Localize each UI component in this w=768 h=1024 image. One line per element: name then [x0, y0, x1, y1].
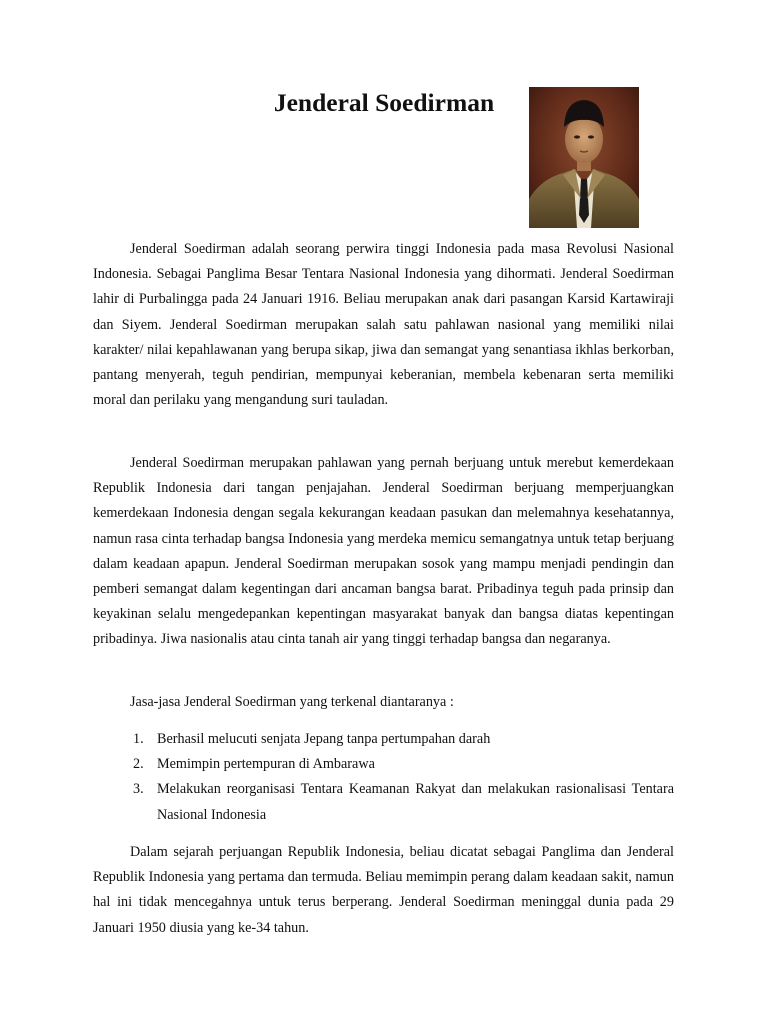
list-item-number: 3.: [133, 781, 144, 798]
achievements-list: [93, 727, 674, 828]
paragraph-2: [93, 451, 674, 653]
paragraph-text: Jenderal Soedirman merupakan pahlawan yang pernah berjuang untuk merebut kemerdekaan Republik Indonesia dari tangan penjajahan. Jenderal Soedirman berjuang memperjuangkan kemerdekaan Indonesia dengan segala kekurangan keadaan pasukan dan melemahnya kesehatannya, namun rasa cinta terhadap bangsa Indonesia yang merdeka memicu semangatnya untuk tetap berjuang dalam keadaan apapun. Jenderal Soedirman merupakan sosok yang mampu menjadi pendingin dan pemberi semangat dalam kegentingan dari ancaman bangsa barat. Pribadinya teguh pada prinsip dan keyakinan selalu mengedepankan kepentingan masyarakat banyak dan bangsa diatas kepentingan pribadinya. Jiwa nasionalis atau cinta tanah air yang tinggi terhadap bangsa dan negaranya.: [93, 455, 674, 648]
paragraph-text: Jenderal Soedirman adalah seorang perwira tinggi Indonesia pada masa Revolusi Nasional Indonesia. Sebagai Panglima Besar Tentara Nasional Indonesia yang dihormati. Jenderal Soedirman lahir di Purbalingga pada 24 Januari 1916. Beliau merupakan anak dari pasangan Karsid Kartawiraji dan Siyem. Jenderal Soedirman merupakan salah satu pahlawan nasional yang memiliki nilai karakter/ nilai kepahlawanan yang berupa sikap, jiwa dan semangat yang senantiasa ikhlas berkorban, pantang menyerah, teguh pendirian, mempunyai keberanian, membela kebenaran serta memiliki moral dan perilaku yang mengandung suri tauladan.: [93, 241, 674, 409]
list-item-text: Memimpin pertempuran di Ambarawa: [157, 756, 375, 773]
document-title: Jenderal Soedirman: [273, 88, 495, 117]
list-item: [93, 777, 674, 827]
paragraph-text: Jasa-jasa Jenderal Soedirman yang terkenal diantaranya :: [130, 694, 454, 710]
list-item-text: Berhasil melucuti senjata Jepang tanpa pertumpahan darah: [157, 731, 491, 747]
list-item-number: 1.: [133, 731, 144, 747]
paragraph-3: [93, 690, 674, 715]
paragraph-text: Dalam sejarah perjuangan Republik Indonesia, beliau dicatat sebagai Panglima dan Jenderal Republik Indonesia yang pertama dan termuda. Beliau memimpin perang dalam keadaan sakit, namun hal ini tidak mencegahnya untuk terus berperang. Jenderal Soedirman meninggal dunia pada 29 Januari 1950 diusia yang ke-34 tahun.: [93, 844, 674, 936]
list-item-text: Melakukan reorganisasi Tentara Keamanan Rakyat dan melakukan rasionalisasi Tentara Nasional Indonesia: [157, 781, 674, 823]
portrait-photo-icon: [529, 87, 639, 228]
list-item-number: 2.: [133, 756, 144, 773]
list-item: [93, 727, 674, 752]
paragraph-1: [93, 237, 674, 413]
paragraph-4: [93, 840, 674, 941]
list-item: [93, 752, 674, 777]
